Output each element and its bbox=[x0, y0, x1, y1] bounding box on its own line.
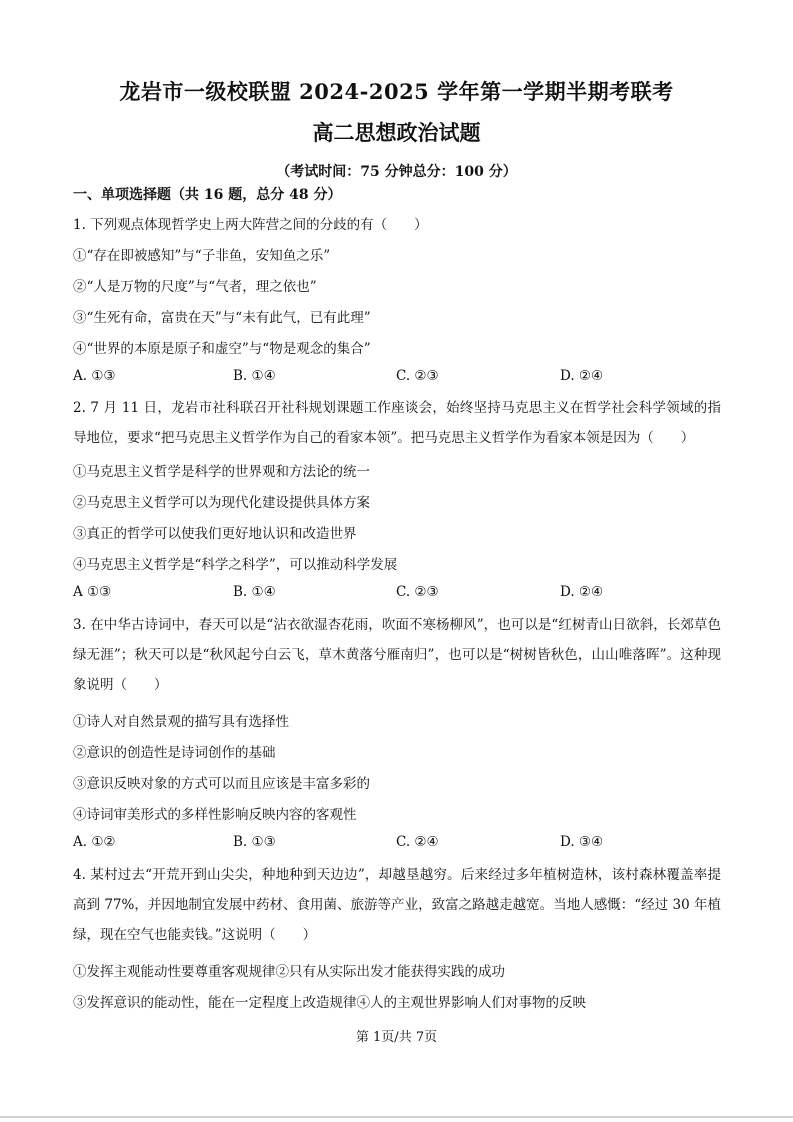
question-1-statement-3: ③“生死有命，富贵在天”与“未有此气，已有此理” bbox=[73, 310, 371, 326]
question-1-statement-1: ①“存在即被感知”与“子非鱼，安知鱼之乐” bbox=[73, 248, 331, 264]
question-3-options bbox=[73, 834, 723, 854]
question-1-statement-4: ④“世界的本原是原子和虚空”与“物是观念的集合” bbox=[73, 341, 371, 357]
option-c: C. ②③ bbox=[396, 368, 439, 384]
exam-info: （考试时间：75 分钟总分：100 分） bbox=[276, 164, 517, 180]
option-d: D. ②④ bbox=[560, 368, 604, 384]
question-4-statement-1: ①发挥主观能动性要尊重客观规律②只有从实际出发才能获得实践的成功 bbox=[73, 964, 505, 980]
option-a: A. ①② bbox=[73, 834, 116, 850]
question-3-statement-4: ④诗词审美形式的多样性影响反映内容的客观性 bbox=[73, 807, 357, 823]
question-1-statement-2: ②“人是万物的尺度”与“气者，理之依也” bbox=[73, 279, 317, 295]
exam-title: 龙岩市一级校联盟 2024-2025 学年第一学期半期考联考 bbox=[119, 79, 674, 104]
page-footer: 第 1页/共 7页 bbox=[355, 1030, 438, 1045]
exam-subject: 高二思想政治试题 bbox=[312, 120, 481, 145]
question-2-statement-4: ④马克思主义哲学是“科学之科学”，可以推动科学发展 bbox=[73, 557, 398, 573]
question-4-stem: 4. 某村过去“开荒开到山尖尖，种地种到天边边”，却越垦越穷。后来经过多年植树造林，该村森林覆盖率提高到 77%，并因地制宜发展中药材、食用菌、旅游等产业，致富之路越走越宽。当地人感慨：“经过 30 年植绿，现在空气也能卖钱。”这说明（ ） bbox=[73, 867, 721, 943]
question-3-stem: 3. 在中华古诗词中，春天可以是“沾衣欲湿杏花雨，吹面不寒杨柳风”，也可以是“红树青山日欲斜，长郊草色绿无涯”；秋天可以是“秋风起兮白云飞，草木黄落兮雁南归”，也可以是“树树皆秋色，山山唯落晖”。这种现象说明（ ） bbox=[73, 617, 721, 693]
option-c: C. ②③ bbox=[396, 584, 439, 600]
question-2-stem: 2. 7 月 11 日，龙岩市社科联召开社科规划课题工作座谈会，始终坚持马克思主义在哲学社会科学领域的指导地位，要求“把马克思主义哲学作为自己的看家本领”。把马克思主义哲学作为看家本领是因为（ ） bbox=[73, 400, 721, 446]
question-3-statement-1: ①诗人对自然景观的描写具有选择性 bbox=[73, 714, 289, 730]
question-1-stem: 1. 下列观点体现哲学史上两大阵营之间的分歧的有（ ） bbox=[73, 217, 428, 233]
question-2-statement-2: ②马克思主义哲学可以为现代化建设提供具体方案 bbox=[73, 495, 370, 511]
question-1-options bbox=[73, 368, 723, 388]
question-3-statement-3: ③意识反映对象的方式可以而且应该是丰富多彩的 bbox=[73, 776, 370, 792]
question-2-statement-1: ①马克思主义哲学是科学的世界观和方法论的统一 bbox=[73, 464, 370, 480]
question-3-statement-2: ②意识的创造性是诗词创作的基础 bbox=[73, 745, 276, 761]
question-4-statement-2: ③发挥意识的能动性，能在一定程度上改造规律④人的主观世界影响人们对事物的反映 bbox=[73, 995, 586, 1011]
question-2-options bbox=[73, 584, 723, 604]
question-2-statement-3: ③真正的哲学可以使我们更好地认识和改造世界 bbox=[73, 526, 357, 542]
bottom-divider bbox=[0, 1116, 793, 1118]
option-a: A. ①③ bbox=[73, 368, 116, 384]
option-b: B. ①③ bbox=[233, 834, 276, 850]
option-c: C. ②④ bbox=[396, 834, 439, 850]
section-title: 一、单项选择题（共 16 题，总分 48 分） bbox=[73, 187, 342, 203]
option-a: A ①③ bbox=[73, 584, 112, 600]
option-b: B. ①④ bbox=[233, 584, 276, 600]
option-d: D. ②④ bbox=[560, 584, 604, 600]
option-b: B. ①④ bbox=[233, 368, 276, 384]
option-d: D. ③④ bbox=[560, 834, 604, 850]
